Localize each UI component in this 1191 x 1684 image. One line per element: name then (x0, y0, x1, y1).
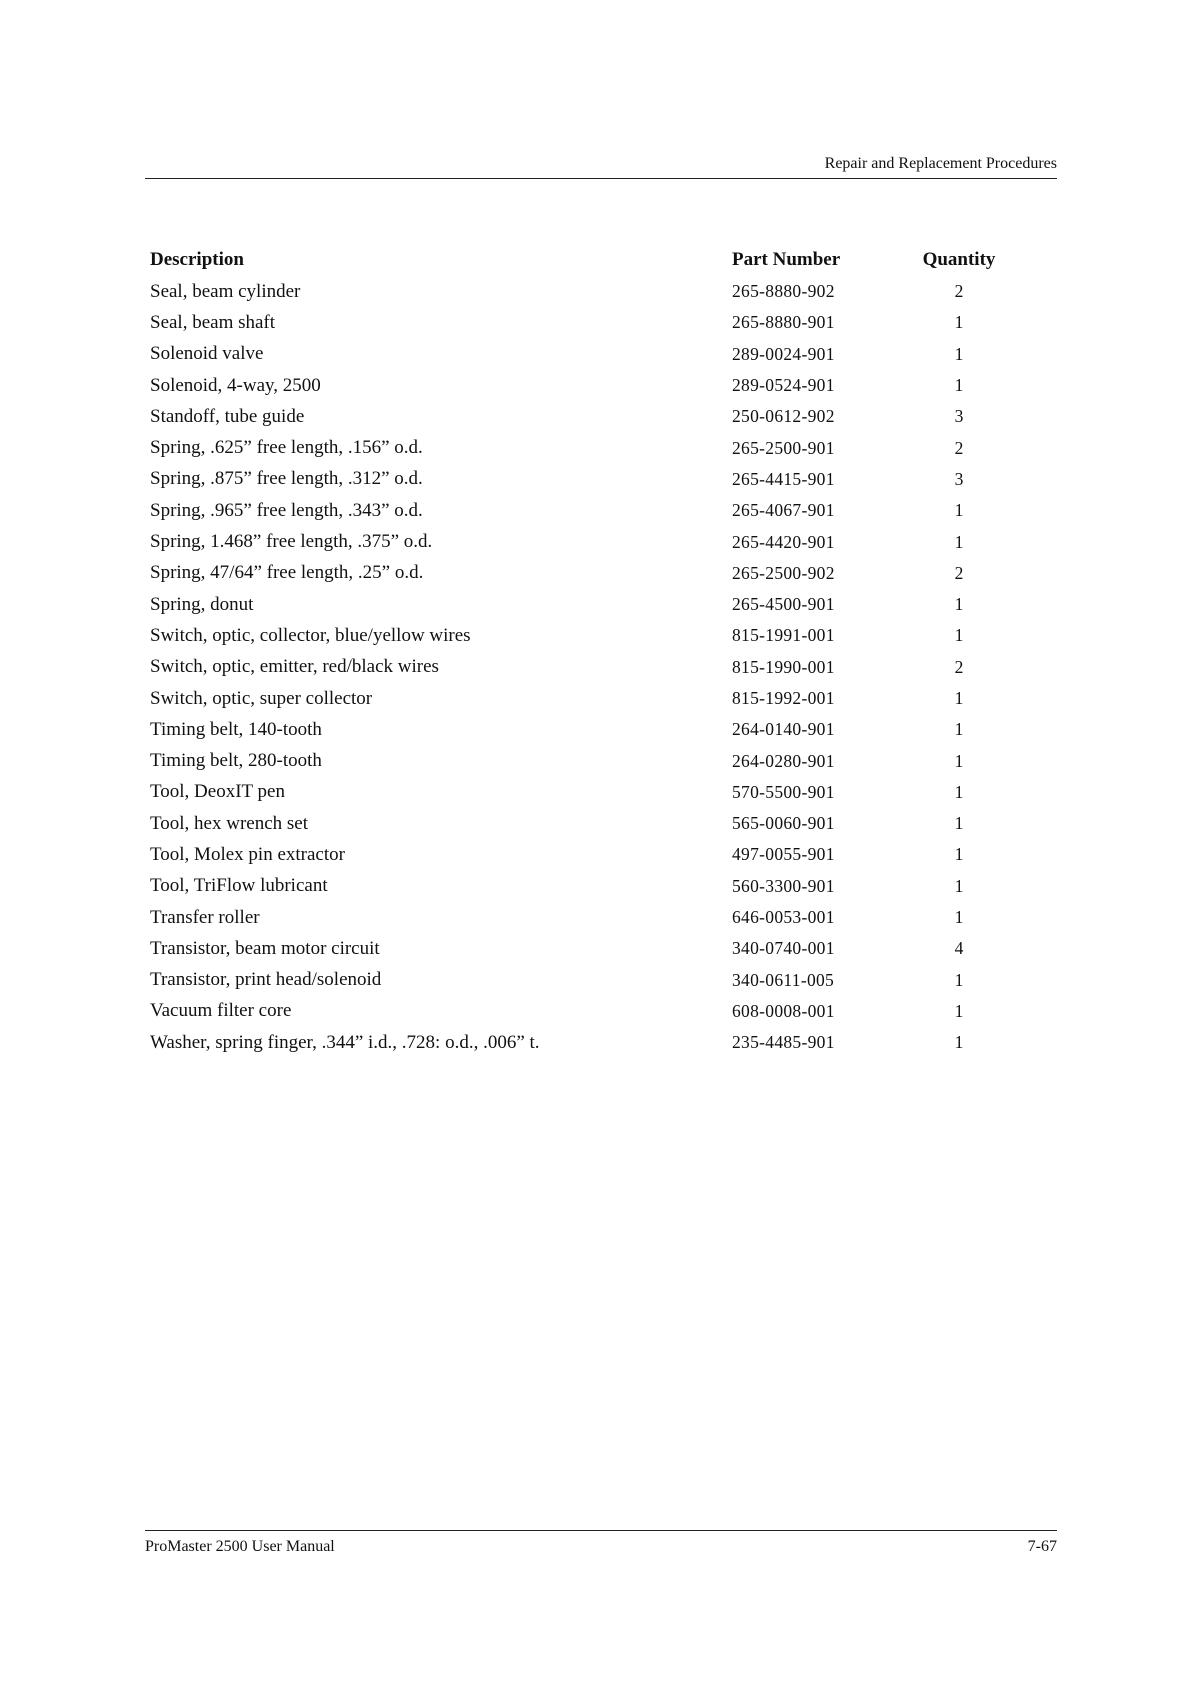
description-cell: Timing belt, 140-tooth (150, 718, 322, 740)
quantity-cell: 2 (954, 656, 964, 677)
part-number-cell: 264-0280-901 (732, 750, 835, 771)
quantity-cell: 3 (954, 406, 964, 427)
table-row (144, 307, 1005, 338)
part-number-cell: 565-0060-901 (732, 813, 835, 834)
quantity-cell: 1 (954, 781, 964, 802)
table-row (144, 777, 1005, 808)
part-number-cell: 815-1992-001 (732, 688, 835, 708)
part-number-cell: 265-8880-902 (732, 281, 835, 302)
description-cell: Seal, beam shaft (150, 311, 276, 333)
table-row (144, 339, 1005, 370)
table-row (144, 745, 1005, 776)
quantity-cell: 1 (954, 531, 964, 552)
table-row (144, 401, 1005, 432)
column-header-part-number: Part Number (732, 249, 841, 270)
table-row (144, 589, 1005, 620)
manual-title: ProMaster 2500 User Manual (145, 1538, 335, 1555)
table-row (144, 902, 1005, 933)
table-row (144, 464, 1005, 495)
table-header-row (144, 244, 1005, 276)
table-row (144, 370, 1005, 401)
table-row (144, 683, 1005, 714)
quantity-cell: 1 (954, 312, 964, 333)
quantity-cell: 3 (954, 468, 964, 489)
section-title: Repair and Replacement Procedures (824, 155, 1057, 172)
part-number-cell: 815-1991-001 (732, 625, 835, 646)
table-row (144, 965, 1005, 996)
description-cell: Switch, optic, collector, blue/yellow wires (150, 624, 471, 646)
description-cell: Tool, hex wrench set (150, 812, 309, 834)
table-row (144, 839, 1005, 870)
description-cell: Tool, TriFlow lubricant (150, 875, 328, 897)
part-number-cell: 265-2500-901 (732, 437, 835, 458)
part-number-cell: 265-4500-901 (732, 594, 835, 615)
quantity-cell: 1 (954, 1032, 964, 1053)
part-number-cell: 560-3300-901 (732, 875, 835, 896)
description-cell: Spring, 1.468” free length, .375” o.d. (150, 531, 433, 553)
table-row (144, 276, 1005, 307)
part-number-cell: 265-2500-902 (732, 562, 835, 583)
quantity-cell: 1 (954, 844, 964, 865)
quantity-cell: 1 (954, 907, 964, 928)
table-row (144, 996, 1005, 1027)
description-cell: Spring, donut (150, 593, 254, 615)
table-row (144, 558, 1005, 589)
description-cell: Transistor, beam motor circuit (150, 937, 380, 959)
page-number: 7-67 (1027, 1538, 1057, 1555)
quantity-cell: 2 (954, 562, 964, 583)
part-number-cell: 815-1990-001 (732, 656, 835, 677)
quantity-cell: 1 (954, 813, 964, 834)
part-number-cell: 289-0524-901 (732, 375, 835, 396)
quantity-cell: 4 (954, 938, 964, 959)
parts-table (144, 244, 1005, 1058)
quantity-cell: 1 (954, 375, 964, 396)
table-row (144, 1027, 1005, 1058)
quantity-cell: 1 (954, 1000, 964, 1021)
column-header-description: Description (150, 249, 244, 270)
quantity-cell: 1 (954, 719, 964, 740)
part-number-cell: 265-4420-901 (732, 531, 835, 552)
part-number-cell: 646-0053-001 (732, 907, 835, 928)
table-row (144, 495, 1005, 526)
description-cell: Standoff, tube guide (150, 405, 305, 427)
part-number-cell: 570-5500-901 (732, 781, 835, 802)
table-row (144, 714, 1005, 745)
part-number-cell: 497-0055-901 (732, 844, 835, 865)
quantity-cell: 2 (954, 281, 964, 302)
table-row (144, 652, 1005, 683)
footer (145, 1530, 1057, 1555)
part-number-cell: 265-4067-901 (732, 500, 835, 521)
quantity-cell: 1 (954, 594, 964, 615)
quantity-cell: 1 (954, 875, 964, 896)
running-header (145, 150, 1057, 179)
part-number-cell: 264-0140-901 (732, 719, 835, 740)
part-number-cell: 340-0611-005 (732, 969, 835, 990)
description-cell: Spring, .625” free length, .156” o.d. (150, 437, 423, 459)
quantity-cell: 2 (954, 437, 964, 458)
table-row (144, 808, 1005, 839)
quantity-cell: 1 (954, 750, 964, 771)
part-number-cell: 340-0740-001 (732, 938, 835, 959)
part-number-cell: 265-8880-901 (732, 312, 835, 333)
description-cell: Solenoid valve (150, 343, 264, 365)
part-number-cell: 289-0024-901 (732, 343, 835, 364)
part-number-cell: 265-4415-901 (732, 468, 835, 489)
description-cell: Seal, beam cylinder (150, 280, 301, 302)
part-number-cell: 250-0612-902 (732, 406, 835, 427)
description-cell: Spring, 47/64” free length, .25” o.d. (150, 562, 424, 584)
column-header-quantity: Quantity (922, 249, 996, 270)
table-row (144, 620, 1005, 651)
description-cell: Washer, spring finger, .344” i.d., .728: o.d., .006” t. (150, 1031, 540, 1053)
quantity-cell: 1 (954, 500, 964, 521)
description-cell: Switch, optic, emitter, red/black wires (150, 656, 439, 678)
description-cell: Switch, optic, super collector (150, 687, 373, 709)
table-row (144, 871, 1005, 902)
description-cell: Spring, .965” free length, .343” o.d. (150, 499, 423, 521)
quantity-cell: 1 (954, 969, 964, 990)
description-cell: Transfer roller (150, 906, 260, 928)
description-cell: Vacuum filter core (150, 1000, 292, 1022)
table-row (144, 526, 1005, 557)
part-number-cell: 608-0008-001 (732, 1000, 835, 1021)
description-cell: Transistor, print head/solenoid (150, 969, 382, 991)
description-cell: Tool, DeoxIT pen (150, 781, 285, 803)
quantity-cell: 1 (954, 688, 964, 708)
quantity-cell: 1 (954, 625, 964, 646)
description-cell: Tool, Molex pin extractor (150, 843, 345, 865)
description-cell: Spring, .875” free length, .312” o.d. (150, 468, 423, 490)
description-cell: Solenoid, 4-way, 2500 (150, 374, 321, 396)
table-row (144, 432, 1005, 463)
table-row (144, 933, 1005, 964)
description-cell: Timing belt, 280-tooth (150, 750, 322, 772)
quantity-cell: 1 (954, 343, 964, 364)
part-number-cell: 235-4485-901 (732, 1032, 835, 1053)
